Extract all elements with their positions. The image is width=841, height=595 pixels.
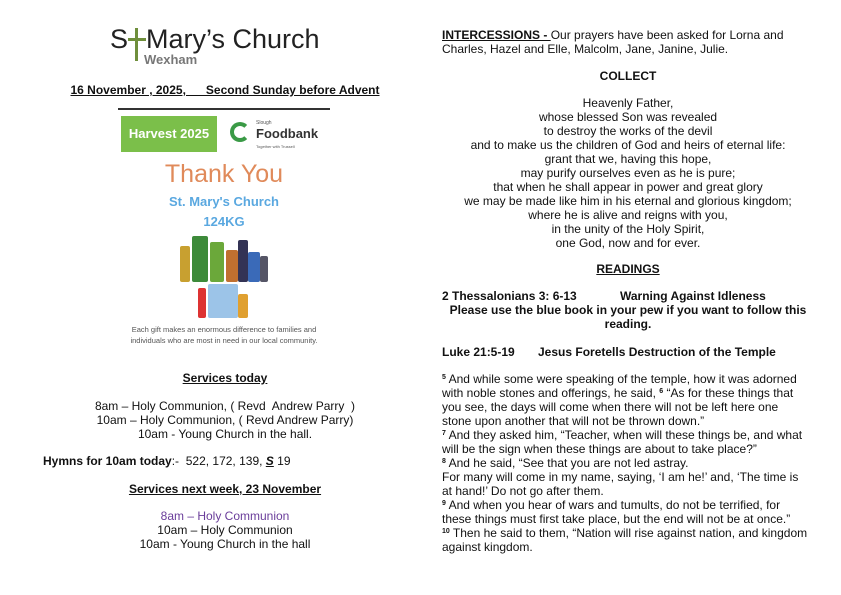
logo-subtitle: Wexham	[144, 52, 198, 67]
collect-line: that when he shall appear in power and great glory	[493, 180, 763, 194]
hymns-line: Hymns for 10am today:- 522, 172, 139, S 19	[43, 454, 291, 468]
service-line: 10am – Holy Communion, ( Revd Andrew Parry)	[96, 413, 354, 427]
first-reading-note: Please use the blue book in your pew if you want to follow this reading.	[449, 303, 807, 331]
readings-heading: READINGS	[596, 262, 660, 276]
services-today-list	[40, 399, 410, 441]
collect-line: one God, now and for ever.	[555, 236, 701, 250]
collect-line: Heavenly Father,	[582, 96, 674, 110]
verse: $^8$ And he said, “See that you are not led astray.	[442, 456, 689, 470]
services-next-list	[40, 509, 410, 551]
service-line: 10am - Young Church in the hall.	[137, 427, 313, 441]
harvest-poster: Harvest 2025 Slough Foodbank Together with Trussell Thank You St. Mary's Church 124KG Each gift makes an enormous difference to families and individuals who are most in need in our local community.	[118, 108, 330, 360]
service-line: 10am - Young Church in the hall	[139, 537, 311, 551]
gospel-text	[442, 372, 808, 554]
collect-line: we may be made like him in his eternal and glorious kingdom;	[464, 194, 792, 208]
gift-text: Each gift makes an enormous difference to families and individuals who are most in need in our local community.	[130, 325, 318, 345]
first-reading-title: Warning Against Idleness	[620, 289, 766, 303]
second-reading-title: Jesus Foretells Destruction of the Temple	[538, 345, 776, 359]
date-line: 16 November , 2025, Second Sunday before Advent	[70, 83, 380, 97]
collect-line: in the unity of the Holy Spirit,	[551, 222, 705, 236]
services-today-heading: Services today	[182, 371, 268, 385]
second-reading-ref: Luke 21:5-19	[442, 345, 515, 359]
verse: $^9$ And when you hear of wars and tumults, do not be terrified, for these things must first take place, but the end will not be at once.”	[442, 498, 791, 526]
services-next-heading: Services next week, 23 November	[128, 482, 322, 496]
poster-church: St. Mary's Church	[168, 194, 279, 209]
poster-amount: 124KG	[203, 214, 245, 229]
verse: $^7$ And they asked him, “Teacher, when will these things be, and what will be the sign when these things are about to take place?”	[442, 428, 803, 456]
collect-heading: COLLECT	[599, 69, 657, 83]
collect-line: and to make us the children of God and heirs of eternal life:	[470, 138, 786, 152]
church-logo: S Mary’s Church	[110, 24, 320, 54]
thank-you: Thank You	[164, 160, 284, 188]
harvest-badge: Harvest 2025	[121, 116, 217, 152]
collect-line: may purify ourselves even as he is pure;	[520, 166, 736, 180]
intercessions: INTERCESSIONS - Our prayers have been asked for Lorna and Charles, Hazel and Elle, Malcolm, Jane, Janine, Julie.	[442, 28, 784, 56]
collect-line: whose blessed Son was revealed	[538, 110, 718, 124]
first-reading-ref: 2 Thessalonians 3: 6-13	[442, 289, 577, 303]
collect-line: where he is alive and reigns with you,	[528, 208, 728, 222]
verse: $^{10}$ Then he said to them, “Nation will rise against nation, and kingdom against kingdom.	[442, 526, 808, 554]
verse: For many will come in my name, saying, ‘I am he!’ and, ‘The time is at hand!’ Do not go after them.	[442, 470, 799, 498]
verse: $^6$ “As for these things that you see, the days will come when there will not be left here one stone upon another that will not be thrown down.”	[442, 386, 794, 428]
service-line: 10am – Holy Communion	[157, 523, 293, 537]
food-items-image	[180, 246, 268, 318]
collect-line: to destroy the works of the devil	[543, 124, 713, 138]
service-line: 8am – Holy Communion	[160, 509, 290, 523]
foodbank-icon	[230, 122, 250, 142]
verse: $^5$ And while some were speaking of the temple, how it was adorned with noble stones and offerings, he said,	[442, 372, 797, 400]
collect-text	[442, 96, 814, 250]
service-line: 8am – Holy Communion, ( Revd Andrew Parry )	[94, 399, 356, 413]
collect-line: grant that we, having this hope,	[544, 152, 712, 166]
